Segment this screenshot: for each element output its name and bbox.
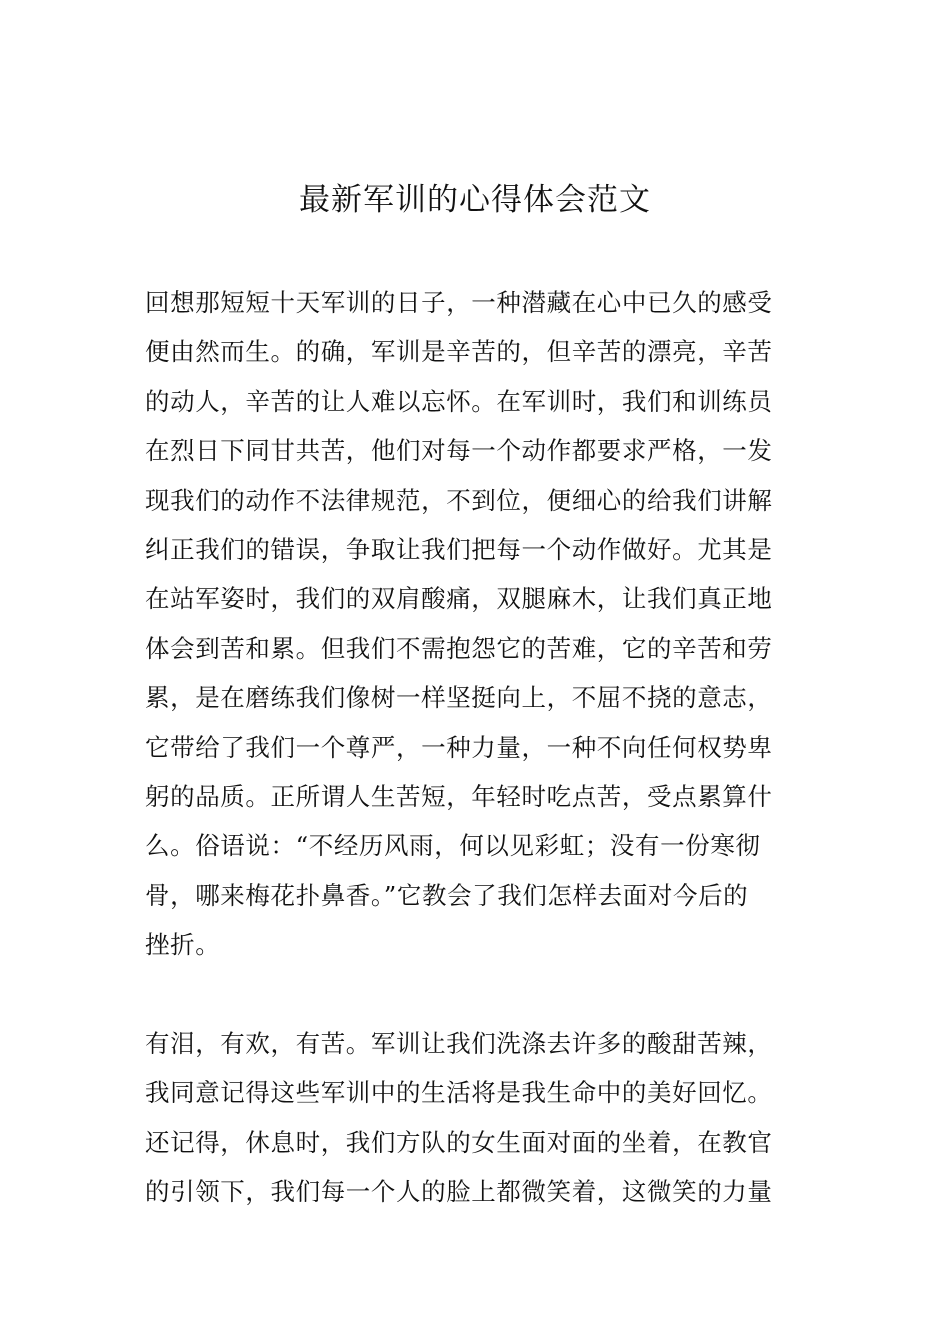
text-line: 纠正我们的错误，争取让我们把每一个动作做好。尤其是 [145,534,773,564]
text-line: 回想那短短十天军训的日子，一种潜藏在心中已久的感受 [145,288,773,317]
text-line: 的动人，辛苦的让人难以忘怀。在军训时，我们和训练员 [145,386,773,416]
document-title: 最新军训的心得体会范文 [299,182,651,218]
text-line: 它带给了我们一个尊严，一种力量，一种不向任何权势卑 [145,732,773,762]
text-line: 便由然而生。的确，军训是辛苦的，但辛苦的漂亮，辛苦 [145,337,773,367]
text-line: 有泪，有欢，有苦。军训让我们洗涤去许多的酸甜苦辣， [145,1029,773,1058]
text-line: 还记得，休息时，我们方队的女生面对面的坐着，在教官 [145,1127,773,1157]
text-line: 在站军姿时，我们的双肩酸痛，双腿麻木，让我们真正地 [145,584,773,614]
text-line: 么。俗语说：“不经历风雨，何以见彩虹；没有一份寒彻 [145,831,761,861]
text-line: 体会到苦和累。但我们不需抱怨它的苦难，它的辛苦和劳 [145,633,773,663]
text-line: 躬的品质。正所谓人生苦短，年轻时吃点苦，受点累算什 [145,781,773,811]
text-line: 的引领下，我们每一个人的脸上都微笑着，这微笑的力量 [145,1177,773,1207]
text-line: 累，是在磨练我们像树一样坚挺向上，不屈不挠的意志， [145,683,773,713]
text-line: 我同意记得这些军训中的生活将是我生命中的美好回忆。 [145,1078,773,1108]
text-line: 在烈日下同甘共苦，他们对每一个动作都要求严格，一发 [145,436,773,466]
text-line: 挫折。 [145,930,221,960]
text-line: 现我们的动作不法律规范，不到位，便细心的给我们讲解 [145,485,773,515]
text-line: 骨，哪来梅花扑鼻香。”它教会了我们怎样去面对今后的 [145,880,749,910]
paragraph-1 [145,278,815,969]
paragraph-2 [145,1019,815,1217]
